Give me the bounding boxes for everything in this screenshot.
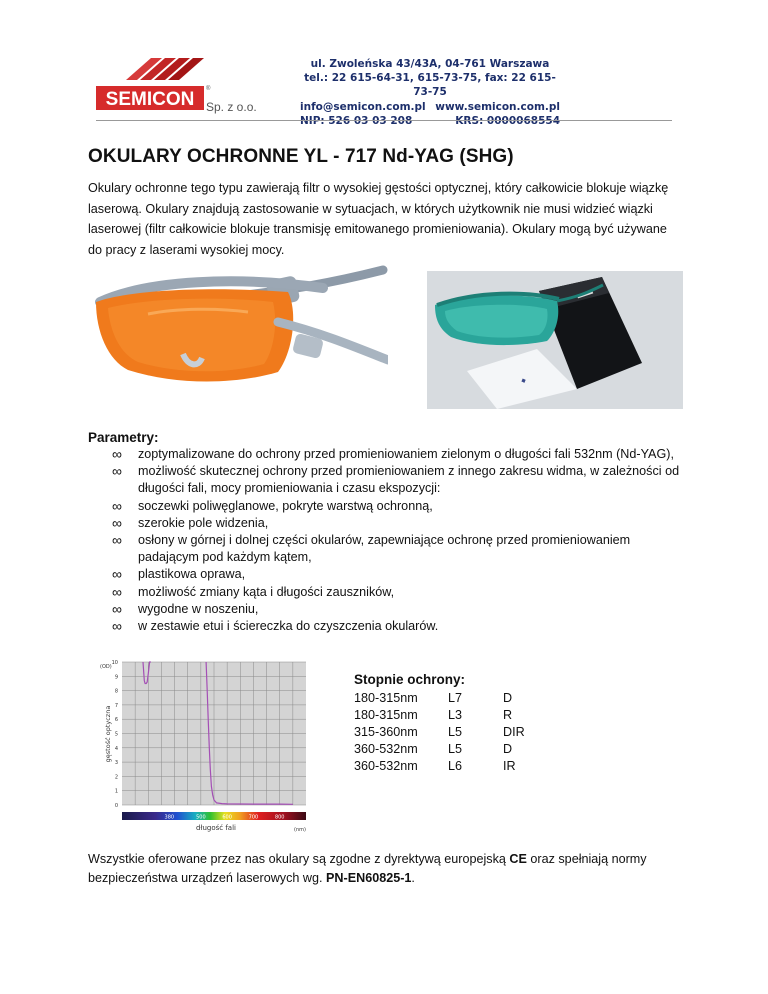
infinity-bullet-icon: ∞ [112,583,122,600]
list-item: ∞ możliwość zmiany kąta i długości zauszników, [112,583,395,600]
x-axis-label: długość fali [196,824,236,832]
y-tick-label: 8 [114,688,118,695]
protection-table [352,690,527,775]
infinity-bullet-icon: ∞ [112,446,122,462]
table-row: 315-360nm L5 DIR [354,725,525,739]
list-item: ∞ soczewki poliwęglanowe, pokryte warstwą ochronną, [112,497,433,514]
infinity-bullet-icon: ∞ [112,514,122,531]
email-link[interactable]: info@semicon.com.pl [300,100,426,113]
x-tick-label: 600 [222,814,232,821]
svg-text:®: ® [206,86,211,92]
y-tick-label: 10 [111,660,118,666]
infinity-bullet-icon: ∞ [112,566,122,583]
page-title: OKULARY OCHRONNE YL - 717 Nd-YAG (SHG) [88,146,514,167]
compliance-note: Wszystkie oferowane przez nas okulary są zgodne z dyrektywą europejską CE oraz spełniają normy bezpieczeństwa urządzeń laserowych wg. PN-EN60825-1. [88,852,647,885]
table-row: 360-532nm L6 IR [354,759,516,773]
x-tick-label: 500 [196,814,206,821]
list-item: ∞ wygodne w noszeniu, [112,600,259,617]
address: ul. Zwoleńska 43/43A, 04-761 Warszawa [310,58,550,70]
y-tick-label: 2 [114,774,118,781]
list-item: ∞ zoptymalizowane do ochrony przed promieniowaniem zielonym o długości fali 532nm (Nd-YAG), [112,446,674,462]
list-item: ∞ możliwość skutecznej ochrony przed promieniowaniem z innego zakresu widma, w zależności od długości fali, mocy promieniowania i czasu ekspozycji: [112,463,680,496]
contact-block [300,57,560,128]
y-tick-label: 6 [114,717,118,724]
infinity-bullet-icon: ∞ [112,497,122,514]
x-tick-label: 800 [274,814,285,821]
phones: tel.: 22 615-64-31, 615-73-75, fax: 22 615-73-75 [304,72,556,99]
y-tick-label: 4 [114,745,118,752]
x-unit: (nm) [294,827,306,833]
list-item: ∞ w zestawie etui i ściereczka do czyszczenia okularów. [112,618,439,635]
optical-density-chart [92,658,332,838]
y-tick-label: 5 [114,731,118,738]
y-tick-label: 7 [114,702,118,709]
table-row: 180-315nm L7 D [354,691,513,705]
x-tick-label: 380 [164,814,175,821]
green-glasses-kit-photo [427,271,683,409]
params-heading: Parametry: [88,430,159,445]
table-row: 360-532nm L5 D [354,742,513,756]
list-item: ∞ osłony w górnej i dolnej części okularów, zapewniające ochronę przed promieniowaniem padającym pod każdym kątem, [112,532,631,565]
website-link[interactable]: www.semicon.com.pl [435,100,560,113]
y-tick-label: 3 [114,760,118,767]
list-item: ∞ szerokie pole widzenia, [112,514,269,531]
norm-code: PN-EN60825-1 [326,871,412,885]
list-item: ∞ plastikowa oprawa, [112,566,246,583]
y-tick-label: 1 [114,788,118,795]
x-tick-label: 700 [248,814,259,821]
y-unit: (OD) [100,664,112,670]
params-list [88,446,688,635]
y-tick-label: 0 [114,803,118,809]
orange-glasses-photo [88,262,388,402]
svg-text:◆: ◆ [520,377,528,385]
company-suffix: Sp. z o.o. [206,100,257,114]
header-divider [96,120,672,121]
protection-heading: Stopnie ochrony: [354,672,465,687]
y-axis-label: gęstość optyczna [104,705,112,763]
infinity-bullet-icon: ∞ [112,600,122,617]
logo-company: SEMICON [105,89,195,110]
intro-paragraph: Okulary ochronne tego typu zawierają filtr o wysokiej gęstości optycznej, który całkowicie blokuje wiązkę laserową. Okulary znajdują zastosowanie w sytuacjach, w których użytkownik nie musi widzieć wiązki laserowej (filtr całkowicie blokuje transmisję emitowanego promieniowania). Okulary mogą być używane do pracy z laserami wysokiej mocy. [88,181,669,257]
table-row: 180-315nm L3 R [354,708,513,722]
infinity-bullet-icon: ∞ [112,618,122,635]
y-tick-label: 9 [114,674,118,681]
infinity-bullet-icon: ∞ [112,463,122,480]
infinity-bullet-icon: ∞ [112,532,122,549]
ce-mark: CE [509,852,527,866]
